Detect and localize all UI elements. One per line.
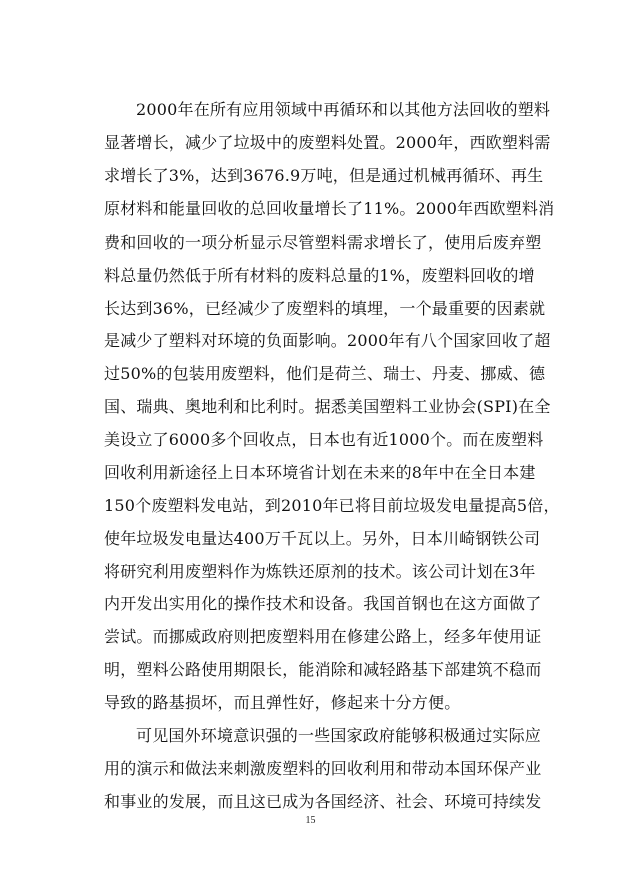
text-line: 国、瑞典、奥地利和比利时。据悉美国塑料工业协会(SPI)在全 bbox=[104, 397, 551, 416]
text-line: 长达到36%，已经减少了废塑料的填埋，一个最重要的因素就 bbox=[104, 299, 546, 318]
text-line: 显著增长，减少了垃圾中的废塑料处置。2000年，西欧塑料需 bbox=[104, 133, 551, 152]
text-line: 2000年在所有应用领域中再循环和以其他方法回收的塑料 bbox=[136, 100, 551, 119]
text-line: 尝试。而挪威政府则把废塑料用在修建公路上，经多年使用证 bbox=[104, 627, 542, 646]
text-line: 明，塑料公路使用期限长，能消除和减轻路基下部建筑不稳而 bbox=[104, 660, 542, 679]
text-line: 料总量仍然低于所有材料的废料总量的1%，废塑料回收的增 bbox=[104, 266, 535, 285]
page-number: 15 bbox=[305, 815, 316, 826]
text-line: 使年垃圾发电量达400万千瓦以上。另外，日本川崎钢铁公司 bbox=[104, 529, 541, 548]
text-line: 过50%的包装用废塑料，他们是荷兰、瑞士、丹麦、挪威、德 bbox=[104, 364, 546, 383]
text-line: 美设立了6000多个回收点，日本也有近1000个。而在废塑料 bbox=[104, 430, 544, 449]
text-line: 回收利用新途径上日本环境省计划在未来的8年中在全日本建 bbox=[104, 463, 536, 482]
text-line: 将研究利用废塑料作为炼铁还原剂的技术。该公司计划在3年 bbox=[104, 562, 536, 581]
text-line: 可见国外环境意识强的一些国家政府能够积极通过实际应 bbox=[136, 726, 542, 745]
text-line: 内开发出实用化的操作技术和设备。我国首钢也在这方面做了 bbox=[104, 594, 542, 613]
text-line: 原材料和能量回收的总回收量增长了11%。2000年西欧塑料消 bbox=[104, 199, 555, 218]
text-line: 和事业的发展，而且这已成为各国经济、社会、环境可持续发 bbox=[104, 792, 542, 811]
text-line: 是减少了塑料对环境的负面影响。2000年有八个国家回收了超 bbox=[104, 331, 551, 350]
text-line: 导致的路基损坏，而且弹性好，修起来十分方便。 bbox=[104, 693, 461, 712]
text-line: 费和回收的一项分析显示尽管塑料需求增长了，使用后废弃塑 bbox=[104, 233, 542, 252]
text-line: 150个废塑料发电站，到2010年已将目前垃圾发电量提高5倍， bbox=[104, 496, 560, 515]
text-line: 求增长了3%，达到3676.9万吨，但是通过机械再循环、再生 bbox=[104, 166, 544, 185]
text-line: 用的演示和做法来刺激废塑料的回收利用和带动本国环保产业 bbox=[104, 759, 542, 778]
